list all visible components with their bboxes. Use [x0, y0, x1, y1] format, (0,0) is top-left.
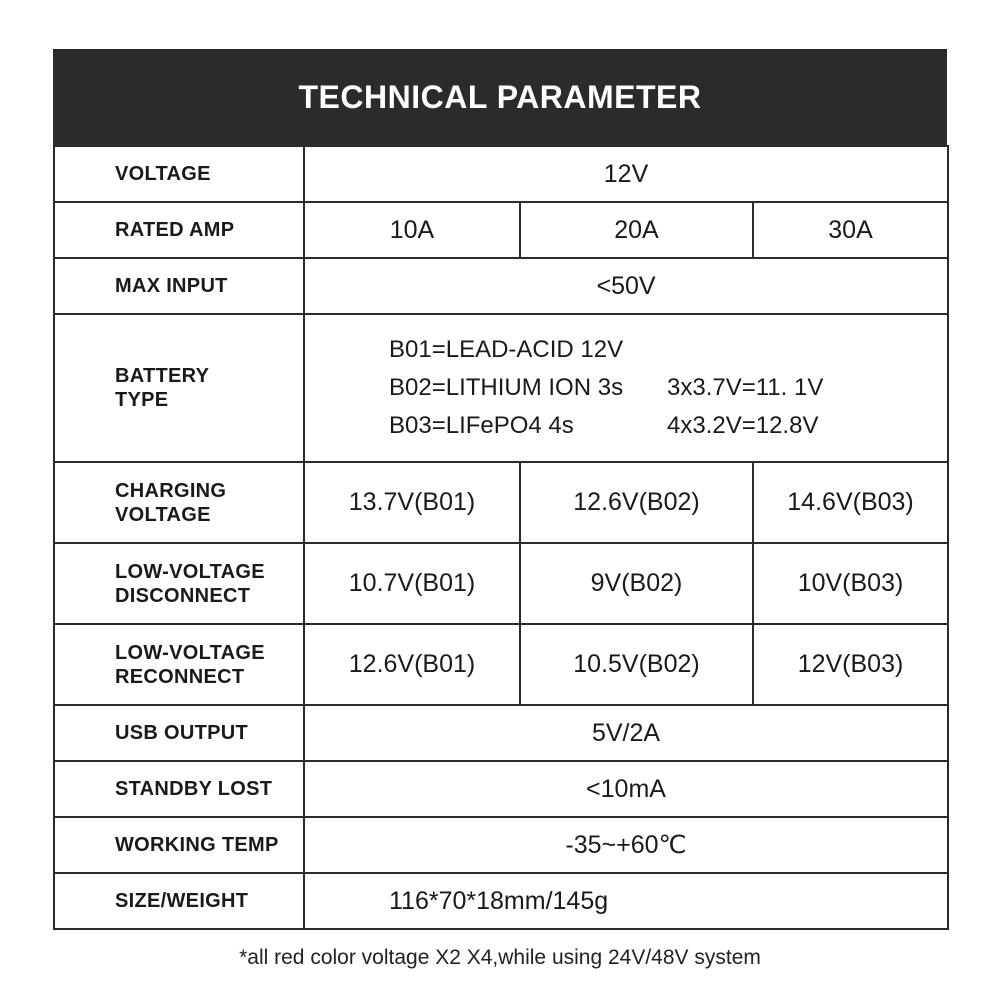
label-line: CHARGING [115, 479, 227, 502]
label-line: VOLTAGE [115, 503, 211, 526]
battery-line [389, 369, 947, 407]
battery-type-list [304, 314, 948, 462]
battery-name: B01=LEAD-ACID 12V [389, 336, 624, 363]
cell-value: 10A [304, 202, 520, 258]
row-label: RATED AMP [54, 202, 304, 258]
row-label [54, 462, 304, 543]
table-row-size-weight [54, 873, 948, 929]
spec-sheet [53, 49, 947, 930]
battery-name: B02=LITHIUM ION 3s [389, 374, 624, 401]
cell-value: 12.6V(B02) [520, 462, 753, 543]
label-line: DISCONNECT [115, 584, 251, 607]
row-value: 12V [304, 146, 948, 202]
row-label: USB OUTPUT [54, 705, 304, 761]
row-label: VOLTAGE [54, 146, 304, 202]
battery-spec: 3x3.7V=11. 1V [667, 374, 824, 401]
row-value: 116*70*18mm/145g [304, 873, 948, 929]
table-row-low-voltage-reconnect [54, 624, 948, 705]
table-row-low-voltage-disconnect [54, 543, 948, 624]
label-line: TYPE [115, 389, 169, 411]
cell-value: 13.7V(B01) [304, 462, 520, 543]
label-line: RECONNECT [115, 665, 245, 688]
cell-value: 10.5V(B02) [520, 624, 753, 705]
table-row-usb-output [54, 705, 948, 761]
table-title: TECHNICAL PARAMETER [53, 49, 947, 145]
table-row-rated-amp [54, 202, 948, 258]
table-row-charging-voltage [54, 462, 948, 543]
label-line: LOW-VOLTAGE [115, 560, 265, 583]
table-row-battery-type [54, 314, 948, 462]
battery-line [389, 331, 947, 369]
cell-value: 12V(B03) [753, 624, 948, 705]
label-line: LOW-VOLTAGE [115, 641, 265, 664]
row-label: MAX INPUT [54, 258, 304, 314]
cell-value: 14.6V(B03) [753, 462, 948, 543]
row-value: 5V/2A [304, 705, 948, 761]
battery-line [389, 407, 947, 445]
table-row-max-input [54, 258, 948, 314]
label-line: BATTERY [115, 365, 210, 387]
cell-value: 20A [520, 202, 753, 258]
cell-value: 10V(B03) [753, 543, 948, 624]
battery-spec: 4x3.2V=12.8V [667, 412, 819, 439]
row-label: SIZE/WEIGHT [54, 873, 304, 929]
row-label [54, 624, 304, 705]
row-label [54, 314, 304, 462]
cell-value: 9V(B02) [520, 543, 753, 624]
table-row-standby-lost [54, 761, 948, 817]
cell-value: 12.6V(B01) [304, 624, 520, 705]
battery-name: B03=LIFePO4 4s [389, 412, 574, 439]
row-value: <10mA [304, 761, 948, 817]
row-value: -35~+60℃ [304, 817, 948, 873]
footnote: *all red color voltage X2 X4,while using 24V/48V system [239, 946, 761, 969]
row-label: WORKING TEMP [54, 817, 304, 873]
table-row-working-temp [54, 817, 948, 873]
cell-value: 30A [753, 202, 948, 258]
spec-table [53, 145, 949, 930]
row-label [54, 543, 304, 624]
table-row-voltage [54, 146, 948, 202]
row-label: STANDBY LOST [54, 761, 304, 817]
row-value: <50V [304, 258, 948, 314]
cell-value: 10.7V(B01) [304, 543, 520, 624]
